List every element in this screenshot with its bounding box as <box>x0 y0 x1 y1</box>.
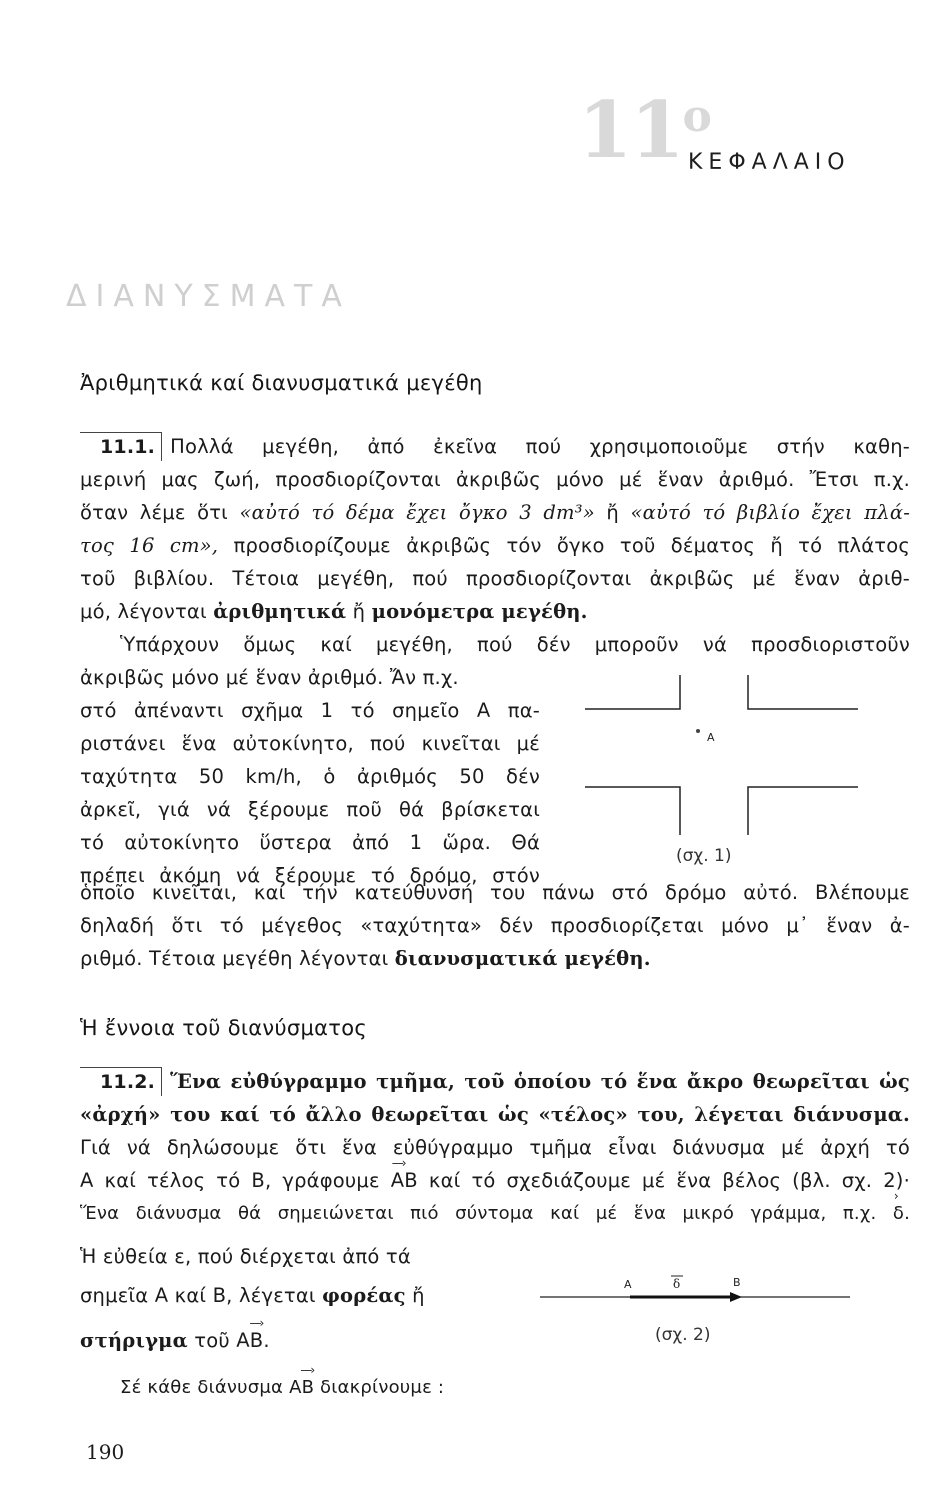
text-line: δηλαδή ὅτι τό μέγεθος «ταχύτητα» δέν προσδιορίζεται μόνο μ᾽ ἕναν ἀ- <box>80 914 910 937</box>
vector-arrowhead <box>730 1292 742 1302</box>
car-dot <box>696 729 700 733</box>
text-line: ταχύτητα 50 km/h, ὁ ἀριθμός 50 δέν <box>80 765 540 788</box>
text-line: «ἀρχή» του καί τό ἄλλο θεωρεῖται ὡς «τέλος» του, λέγεται διάνυσμα. <box>80 1103 910 1126</box>
road-corner-bottom-left <box>585 787 680 835</box>
text-line: Α καί τέλος τό Β, γράφουμε —› ΑΒ καί τό σχεδιάζουμε μέ ἕνα βέλος (βλ. σχ. 2)· <box>80 1164 910 1197</box>
text-line: ἀρκεῖ, γιά νά ξέρουμε ποῦ θά βρίσκεται <box>80 798 540 821</box>
section-heading-vector-concept: Ἡ ἔννοια τοῦ διανύσματος <box>80 1016 368 1040</box>
label-a: Α <box>624 1278 632 1291</box>
text-line: τό αὐτοκίνητο ὕστερα ἀπό 1 ὥρα. Θά <box>80 831 540 854</box>
chapter-number: $11^o$ <box>578 85 710 176</box>
point-a-label: Α <box>707 731 715 744</box>
section-number: 11.1. <box>80 432 162 461</box>
text-line: ὁποῖο κινεῖται, καί τήν κατεύθυνσή του πάνω στό δρόμο αὐτό. Βλέπουμε <box>80 881 910 904</box>
figure-2-caption: (σχ. 2) <box>655 1325 711 1345</box>
vector-ab: —› ΑΒ <box>236 1316 264 1352</box>
figure-1-caption: (σχ. 1) <box>676 846 732 866</box>
chapter-label: ΚΕΦΑΛΑΙΟ <box>688 150 851 175</box>
text-line: μό, λέγονται ἀριθμητικά ἤ μονόμετρα μεγέθη. <box>80 600 588 623</box>
section-heading-numeric-vector-quantities: Ἀριθμητικά καί διανυσματικά μεγέθη <box>80 371 483 395</box>
section-number: 11.2. <box>80 1067 162 1096</box>
text-line: ριθμό. Τέτοια μεγέθη λέγονται διανυσματικά μεγέθη. <box>80 947 651 970</box>
text-line: Ἡ εὐθεία ε, πού διέρχεται ἀπό τά <box>80 1245 411 1268</box>
text-line: ἀκριβῶς μόνο μέ ἕναν ἀριθμό. Ἄν π.χ. <box>80 666 459 689</box>
section-11-1-continuation <box>80 876 910 975</box>
road-corner-top-left <box>585 675 680 709</box>
vector-ab: —› ΑΒ <box>390 1156 418 1192</box>
text-line: μερινή μας ζωή, προσδιορίζονται ἀκριβῶς μόνο μέ ἕναν ἀριθμό. Ἔτσι π.χ. <box>80 468 910 491</box>
figure-1-crossroads <box>570 665 870 875</box>
figure-2-vector-line <box>530 1270 860 1320</box>
vector-ab: —› ΑΒ <box>289 1363 315 1398</box>
text-line: στό ἀπέναντι σχῆμα 1 τό σημεῖο Α πα- <box>80 699 540 722</box>
page-number: 190 <box>86 1440 125 1464</box>
section-11-2-text <box>80 1065 910 1230</box>
section-11-2-last-line <box>80 1363 910 1404</box>
text-line: Ὑπάρχουν ὅμως καί μεγέθη, πού δέν μποροῦν νά προσδιοριστοῦν <box>120 633 910 656</box>
text-line: ριστάνει ἕνα αὐτοκίνητο, πού κινεῖται μέ <box>80 732 540 755</box>
text-line: τοῦ βιβλίου. Τέτοια μεγέθη, πού προσδιορίζονται ἀκριβῶς μέ ἕναν ἀριθ- <box>80 567 910 590</box>
text-line: Γιά νά δηλώσουμε ὅτι ἕνα εὐθύγραμμο τμῆμα εἶναι διάνυσμα μέ ἀρχή τό <box>80 1136 910 1159</box>
text-line: 11.2. Ἕνα εὐθύγραμμο τμῆμα, τοῦ ὁποίου τό ἕνα ἄκρο θεωρεῖται ὡς <box>80 1065 910 1098</box>
text-line: Σέ κάθε διάνυσμα —› ΑΒ διακρίνουμε : <box>80 1371 910 1404</box>
text-line: τος 16 cm», προσδιορίζουμε ἀκριβῶς τόν ὄγκο τοῦ δέματος ἤ τό πλάτος <box>80 534 910 557</box>
road-corner-bottom-right <box>748 787 858 835</box>
section-11-1-text <box>80 430 910 661</box>
section-11-1-wrapped-text <box>80 661 540 892</box>
text-line: 11.1. Πολλά μεγέθη, ἀπό ἐκεῖνα πού χρησιμοποιοῦμε στήν καθη- <box>80 430 910 463</box>
part-title: ΔΙΑΝΥΣΜΑΤΑ <box>66 279 351 314</box>
label-b: Β <box>733 1276 741 1289</box>
text-line: στήριγμα τοῦ —› ΑΒ. <box>80 1324 500 1357</box>
text-line: ὅταν λέμε ὅτι «αὐτό τό δέμα ἔχει ὄγκο 3 dm³» ἤ «αὐτό τό βιβλίο ἔχει πλά- <box>80 501 910 524</box>
text-line: Ἕνα διάνυσμα θά σημειώνεται πιό σύντομα καί μέ ἕνα μικρό γράμμα, π.χ. › δ. <box>80 1197 910 1230</box>
section-11-2-wrapped-text <box>80 1240 500 1357</box>
road-corner-top-right <box>748 675 858 709</box>
label-delta: δ <box>673 1277 681 1291</box>
vector-d: › δ. <box>892 1189 910 1224</box>
text-line: πρέπει ἀκόμη νά ξέρουμε τό δρόμο, στόν <box>80 864 540 887</box>
text-line: σημεῖα Α καί Β, λέγεται φορέας ἤ <box>80 1284 425 1307</box>
